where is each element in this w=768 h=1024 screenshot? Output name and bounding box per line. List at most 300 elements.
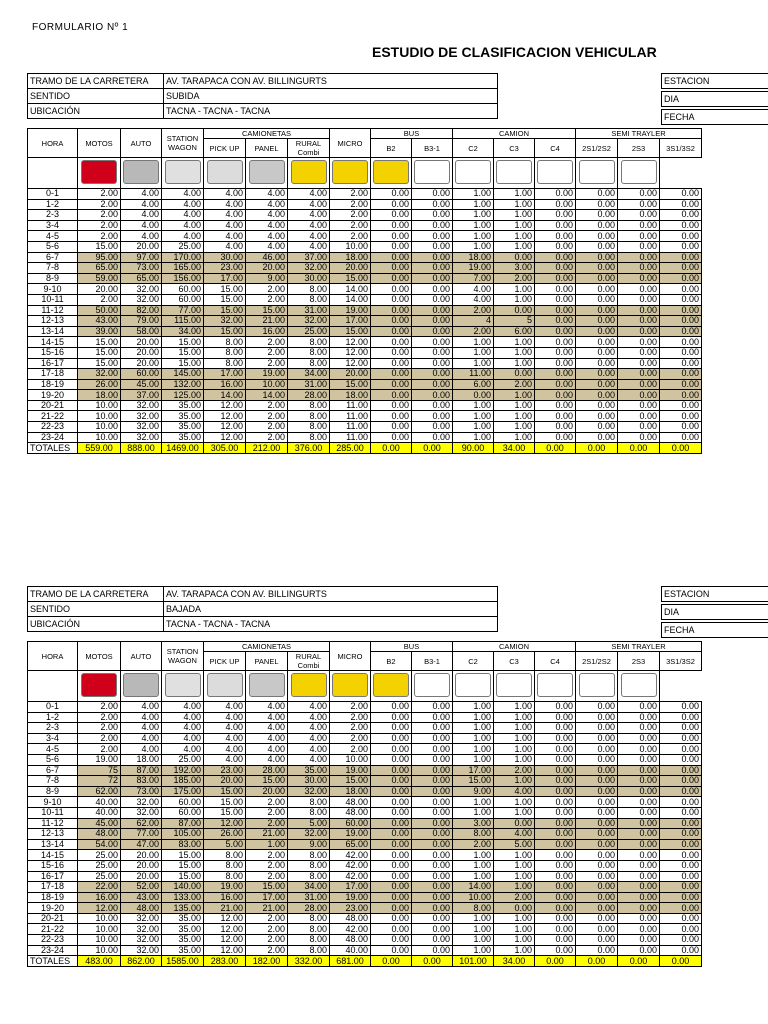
- count-cell: 0.00: [576, 723, 618, 734]
- count-cell: 0.00: [535, 818, 576, 829]
- vehicle-icon-cell: [330, 158, 371, 189]
- count-cell: 11.00: [330, 432, 371, 443]
- count-cell: 0.00: [576, 294, 618, 305]
- count-cell: 32.00: [121, 807, 162, 818]
- count-cell: 32.00: [288, 829, 330, 840]
- count-cell: 45.00: [121, 379, 162, 390]
- count-cell: 8.00: [288, 850, 330, 861]
- count-cell: 20.00: [330, 263, 371, 274]
- count-cell: 1.00: [494, 744, 535, 755]
- count-cell: 30.00: [288, 776, 330, 787]
- value-sentido: BAJADA: [164, 602, 498, 617]
- count-cell: 0.00: [660, 765, 702, 776]
- count-cell: 40.00: [78, 807, 121, 818]
- count-cell: 15.00: [162, 337, 204, 348]
- count-cell: 0.00: [371, 702, 412, 713]
- count-cell: 1.00: [453, 189, 494, 200]
- count-cell: 14.00: [453, 882, 494, 893]
- count-cell: 8.00: [288, 807, 330, 818]
- label-estacion: ESTACION: [661, 586, 768, 602]
- count-cell: 0.00: [576, 882, 618, 893]
- count-cell: 1.00: [494, 294, 535, 305]
- count-cell: 0.00: [371, 316, 412, 327]
- count-cell: 0.00: [371, 189, 412, 200]
- hour-cell: 13-14: [28, 839, 78, 850]
- count-cell: 0.00: [371, 326, 412, 337]
- count-cell: 15.00: [162, 860, 204, 871]
- count-cell: 4.00: [162, 220, 204, 231]
- side-labels: [661, 73, 768, 127]
- header-motos: MOTOS: [78, 129, 121, 158]
- count-cell: 9.00: [246, 273, 288, 284]
- count-cell: 0.00: [371, 882, 412, 893]
- count-cell: 0.00: [618, 241, 660, 252]
- count-cell: 156.00: [162, 273, 204, 284]
- hour-cell: 22-23: [28, 422, 78, 433]
- count-cell: 0.00: [618, 379, 660, 390]
- table-row: [28, 273, 702, 284]
- count-cell: 4.00: [246, 199, 288, 210]
- header-c2: C2: [453, 139, 494, 158]
- count-cell: 19.00: [330, 892, 371, 903]
- count-cell: 12.00: [330, 358, 371, 369]
- count-cell: 0.00: [576, 892, 618, 903]
- count-cell: 4.00: [162, 702, 204, 713]
- count-cell: 0.00: [576, 390, 618, 401]
- semi-2s1-icon: [537, 673, 573, 697]
- count-cell: 0.00: [412, 379, 453, 390]
- count-cell: 83.00: [121, 776, 162, 787]
- count-cell: 4.00: [246, 241, 288, 252]
- count-cell: 0.00: [618, 326, 660, 337]
- value-sentido: SUBIDA: [164, 89, 498, 104]
- count-cell: 185.00: [162, 776, 204, 787]
- count-cell: 5: [494, 316, 535, 327]
- count-cell: 0.00: [576, 850, 618, 861]
- count-cell: 14.00: [246, 390, 288, 401]
- count-cell: 0.00: [371, 241, 412, 252]
- vehicle-icon-cell: [494, 671, 535, 702]
- vehicle-icon-cell: [288, 158, 330, 189]
- header-panel: PANEL: [246, 652, 288, 671]
- table-row: [28, 744, 702, 755]
- count-cell: 2.00: [246, 850, 288, 861]
- count-cell: 2.00: [246, 400, 288, 411]
- count-cell: 0.00: [371, 754, 412, 765]
- count-cell: 0.00: [660, 432, 702, 443]
- count-cell: 2.00: [246, 924, 288, 935]
- count-cell: 0.00: [535, 305, 576, 316]
- count-cell: 59.00: [78, 273, 121, 284]
- count-cell: 1.00: [494, 871, 535, 882]
- table-row: [28, 189, 702, 200]
- totals-row: [28, 956, 702, 967]
- table-row: [28, 860, 702, 871]
- table-row: [28, 913, 702, 924]
- count-cell: 23.00: [204, 765, 246, 776]
- count-cell: 2.00: [246, 935, 288, 946]
- count-cell: 4.00: [288, 189, 330, 200]
- table-row: [28, 369, 702, 380]
- truck-c2-icon: [414, 160, 450, 184]
- count-cell: 4.00: [288, 231, 330, 242]
- count-cell: 20.00: [330, 369, 371, 380]
- hour-cell: 20-21: [28, 400, 78, 411]
- count-cell: 15.00: [162, 850, 204, 861]
- count-cell: 75: [78, 765, 121, 776]
- count-cell: 0.00: [453, 390, 494, 401]
- count-cell: 1.00: [453, 723, 494, 734]
- count-cell: 15.00: [78, 358, 121, 369]
- count-cell: 8.00: [453, 903, 494, 914]
- count-cell: 4.00: [162, 744, 204, 755]
- count-cell: 0.00: [371, 765, 412, 776]
- count-cell: 0.00: [618, 210, 660, 221]
- vehicle-icon-cell: [412, 671, 453, 702]
- micro-bus-icon: [291, 160, 327, 184]
- count-cell: 2.00: [78, 712, 121, 723]
- count-cell: 0.00: [618, 945, 660, 956]
- count-cell: 170.00: [162, 252, 204, 263]
- count-cell: 0.00: [371, 744, 412, 755]
- count-cell: 73.00: [121, 263, 162, 274]
- count-cell: 10.00: [330, 241, 371, 252]
- count-cell: 0.00: [412, 326, 453, 337]
- count-cell: 1.00: [453, 744, 494, 755]
- count-cell: 0.00: [576, 702, 618, 713]
- count-cell: 0.00: [618, 924, 660, 935]
- count-cell: 1.00: [494, 231, 535, 242]
- header-b3: B3-1: [412, 139, 453, 158]
- count-cell: 34.00: [288, 882, 330, 893]
- table-row: [28, 294, 702, 305]
- count-cell: 15.00: [330, 776, 371, 787]
- count-cell: 2.00: [246, 284, 288, 295]
- count-cell: 12.00: [204, 400, 246, 411]
- count-cell: 0.00: [412, 860, 453, 871]
- count-cell: 0.00: [660, 189, 702, 200]
- count-cell: 2.00: [494, 765, 535, 776]
- count-cell: 140.00: [162, 882, 204, 893]
- count-cell: 17.00: [246, 892, 288, 903]
- hour-cell: 8-9: [28, 273, 78, 284]
- table-row: [28, 252, 702, 263]
- page-title: ESTUDIO DE CLASIFICACION VEHICULAR: [372, 44, 657, 60]
- count-cell: 2.00: [78, 294, 121, 305]
- count-cell: 0.00: [371, 829, 412, 840]
- count-cell: 82.00: [121, 305, 162, 316]
- count-cell: 0.00: [660, 199, 702, 210]
- count-cell: 0.00: [412, 273, 453, 284]
- count-cell: 4: [453, 316, 494, 327]
- count-cell: 0.00: [576, 818, 618, 829]
- count-cell: 0.00: [618, 305, 660, 316]
- count-cell: 8.00: [288, 871, 330, 882]
- count-cell: 0.00: [371, 786, 412, 797]
- count-cell: 17.00: [204, 273, 246, 284]
- count-cell: 28.00: [246, 765, 288, 776]
- label-fecha: FECHA: [661, 109, 768, 125]
- count-cell: 1.00: [494, 189, 535, 200]
- count-cell: 0.00: [576, 210, 618, 221]
- count-cell: 1.00: [494, 945, 535, 956]
- count-cell: 0.00: [535, 797, 576, 808]
- count-cell: 0.00: [660, 231, 702, 242]
- count-cell: 25.00: [288, 326, 330, 337]
- count-cell: 7.00: [453, 273, 494, 284]
- count-cell: 25.00: [162, 754, 204, 765]
- count-cell: 0.00: [535, 776, 576, 787]
- count-cell: 105.00: [162, 829, 204, 840]
- header-2s1: 2S1/2S2: [576, 652, 618, 671]
- count-cell: 0.00: [412, 347, 453, 358]
- hour-cell: 0-1: [28, 189, 78, 200]
- count-cell: 20.00: [121, 358, 162, 369]
- count-cell: 32.00: [121, 422, 162, 433]
- count-cell: 0.00: [535, 337, 576, 348]
- micro-bus-icon: [291, 673, 327, 697]
- count-cell: 0.00: [576, 432, 618, 443]
- vehicle-icon-cell: [535, 158, 576, 189]
- hour-cell: 1-2: [28, 199, 78, 210]
- count-cell: 0.00: [660, 379, 702, 390]
- count-cell: 32.00: [121, 294, 162, 305]
- count-cell: 0.00: [618, 358, 660, 369]
- count-cell: 0.00: [412, 369, 453, 380]
- count-cell: 0.00: [660, 358, 702, 369]
- count-cell: 18.00: [78, 390, 121, 401]
- header-2s3: 2S3: [618, 652, 660, 671]
- count-cell: 0.00: [371, 369, 412, 380]
- count-cell: 0.00: [535, 829, 576, 840]
- count-cell: 20.00: [78, 284, 121, 295]
- count-cell: 1.00: [494, 733, 535, 744]
- count-cell: 60.00: [162, 807, 204, 818]
- count-cell: 8.00: [204, 347, 246, 358]
- count-cell: 6.00: [453, 379, 494, 390]
- count-cell: 133.00: [162, 892, 204, 903]
- count-cell: 42.00: [330, 860, 371, 871]
- count-cell: 2.00: [246, 871, 288, 882]
- count-cell: 0.00: [618, 829, 660, 840]
- count-cell: 0.00: [618, 839, 660, 850]
- count-cell: 0.00: [371, 390, 412, 401]
- count-cell: 21.00: [246, 903, 288, 914]
- count-cell: 0.00: [618, 744, 660, 755]
- count-cell: 0.00: [660, 241, 702, 252]
- count-cell: 20.00: [246, 263, 288, 274]
- count-cell: 0.00: [618, 882, 660, 893]
- count-cell: 0.00: [535, 913, 576, 924]
- header-2s3: 2S3: [618, 139, 660, 158]
- count-cell: 23.00: [204, 263, 246, 274]
- count-cell: 32.00: [121, 945, 162, 956]
- count-cell: 0.00: [371, 892, 412, 903]
- count-cell: 9.00: [453, 786, 494, 797]
- table-row: [28, 723, 702, 734]
- count-cell: 2.00: [246, 913, 288, 924]
- count-cell: 2.00: [330, 199, 371, 210]
- count-cell: 2.00: [78, 744, 121, 755]
- count-cell: 48.00: [121, 903, 162, 914]
- count-cell: 19.00: [246, 369, 288, 380]
- count-cell: 0.00: [535, 945, 576, 956]
- count-cell: 0.00: [535, 369, 576, 380]
- bus-b3-icon: [373, 673, 409, 697]
- count-cell: 0.00: [412, 422, 453, 433]
- count-cell: 0.00: [535, 924, 576, 935]
- count-cell: 2.00: [330, 231, 371, 242]
- count-cell: 20.00: [121, 337, 162, 348]
- count-cell: 0.00: [412, 210, 453, 221]
- count-cell: 42.00: [330, 924, 371, 935]
- count-cell: 0.00: [618, 422, 660, 433]
- vehicle-icon-cell: [576, 158, 618, 189]
- count-cell: 8.00: [288, 294, 330, 305]
- count-cell: 0.00: [535, 379, 576, 390]
- semi-2s1-icon: [537, 160, 573, 184]
- vehicle-icon-cell: [288, 671, 330, 702]
- count-cell: 15.00: [162, 871, 204, 882]
- count-cell: 15.00: [204, 284, 246, 295]
- count-cell: 31.00: [288, 305, 330, 316]
- count-cell: 0.00: [371, 733, 412, 744]
- count-cell: 1.00: [453, 411, 494, 422]
- count-cell: 4.00: [494, 786, 535, 797]
- hour-cell: 5-6: [28, 241, 78, 252]
- vehicle-icon-cell: [576, 671, 618, 702]
- count-cell: 8.00: [288, 432, 330, 443]
- count-cell: 0.00: [660, 263, 702, 274]
- count-cell: 0.00: [412, 723, 453, 734]
- hour-cell: 4-5: [28, 744, 78, 755]
- count-cell: 0.00: [660, 316, 702, 327]
- count-cell: 0.00: [412, 390, 453, 401]
- count-cell: 0.00: [576, 871, 618, 882]
- count-cell: 2.00: [78, 231, 121, 242]
- count-cell: 0.00: [576, 776, 618, 787]
- count-cell: 4.00: [162, 189, 204, 200]
- table-row: [28, 390, 702, 401]
- header-2s1: 2S1/2S2: [576, 139, 618, 158]
- hour-cell: 23-24: [28, 432, 78, 443]
- count-cell: 0.00: [412, 199, 453, 210]
- hour-cell: 0-1: [28, 702, 78, 713]
- count-cell: 4.00: [121, 210, 162, 221]
- hour-cell: 9-10: [28, 284, 78, 295]
- count-cell: 0.00: [371, 422, 412, 433]
- count-cell: 11.00: [453, 369, 494, 380]
- total-cell: 305.00: [204, 443, 246, 454]
- count-cell: 35.00: [162, 924, 204, 935]
- count-cell: 0.00: [535, 400, 576, 411]
- totals-label: TOTALES: [28, 443, 78, 454]
- hour-cell: 11-12: [28, 818, 78, 829]
- count-cell: 0.00: [660, 797, 702, 808]
- count-cell: 2.00: [246, 422, 288, 433]
- count-cell: 0.00: [660, 913, 702, 924]
- table-row: [28, 284, 702, 295]
- total-cell: 0.00: [535, 443, 576, 454]
- header-hora: HORA: [28, 129, 78, 158]
- count-cell: 3.00: [494, 263, 535, 274]
- table-row: [28, 712, 702, 723]
- count-cell: 0.00: [618, 390, 660, 401]
- count-cell: 0.00: [660, 369, 702, 380]
- count-cell: 0.00: [576, 369, 618, 380]
- count-cell: 16.00: [78, 892, 121, 903]
- count-cell: 0.00: [660, 702, 702, 713]
- table-row: [28, 882, 702, 893]
- count-cell: 1.00: [453, 850, 494, 861]
- count-cell: 0.00: [412, 189, 453, 200]
- count-cell: 0.00: [660, 892, 702, 903]
- count-cell: 30.00: [204, 252, 246, 263]
- count-cell: 4.00: [288, 744, 330, 755]
- count-cell: 48.00: [330, 797, 371, 808]
- count-cell: 15.00: [78, 337, 121, 348]
- count-cell: 0.00: [535, 860, 576, 871]
- table-row: [28, 358, 702, 369]
- count-cell: 1.00: [494, 807, 535, 818]
- count-cell: 1.00: [494, 199, 535, 210]
- count-cell: 0.00: [618, 199, 660, 210]
- count-cell: 2.00: [494, 379, 535, 390]
- vehicle-icon-cell: [162, 158, 204, 189]
- count-cell: 4.00: [246, 723, 288, 734]
- count-cell: 0.00: [618, 807, 660, 818]
- count-cell: 32.00: [121, 913, 162, 924]
- count-cell: 0.00: [412, 754, 453, 765]
- count-cell: 0.00: [660, 305, 702, 316]
- count-cell: 0.00: [535, 220, 576, 231]
- count-cell: 17.00: [204, 369, 246, 380]
- panel-van-icon: [207, 160, 243, 184]
- count-cell: 1.00: [453, 913, 494, 924]
- count-cell: 0.00: [618, 432, 660, 443]
- header-b2: B2: [371, 139, 412, 158]
- count-cell: 40.00: [78, 797, 121, 808]
- count-cell: 2.00: [494, 273, 535, 284]
- count-cell: 0.00: [576, 316, 618, 327]
- count-cell: 2.00: [78, 723, 121, 734]
- count-cell: 32.00: [121, 284, 162, 295]
- count-cell: 0.00: [618, 913, 660, 924]
- label-sentido: SENTIDO: [28, 602, 164, 617]
- count-cell: 4.00: [204, 210, 246, 221]
- count-cell: 21.00: [246, 829, 288, 840]
- count-cell: 0.00: [660, 390, 702, 401]
- count-cell: 6.00: [494, 326, 535, 337]
- total-cell: 212.00: [246, 443, 288, 454]
- total-cell: 0.00: [371, 956, 412, 967]
- count-cell: 175.00: [162, 786, 204, 797]
- count-cell: 0.00: [412, 924, 453, 935]
- vehicle-icon-cell: [121, 671, 162, 702]
- count-cell: 0.00: [412, 829, 453, 840]
- count-cell: 0.00: [412, 702, 453, 713]
- count-cell: 4.00: [246, 754, 288, 765]
- count-cell: 1.00: [453, 807, 494, 818]
- count-cell: 0.00: [618, 263, 660, 274]
- vehicle-icon-cell: [371, 158, 412, 189]
- count-cell: 4.00: [121, 199, 162, 210]
- count-cell: 1.00: [494, 850, 535, 861]
- count-cell: 0.00: [576, 829, 618, 840]
- header-micro: MICRO: [330, 642, 371, 671]
- count-cell: 2.00: [78, 702, 121, 713]
- total-cell: 559.00: [78, 443, 121, 454]
